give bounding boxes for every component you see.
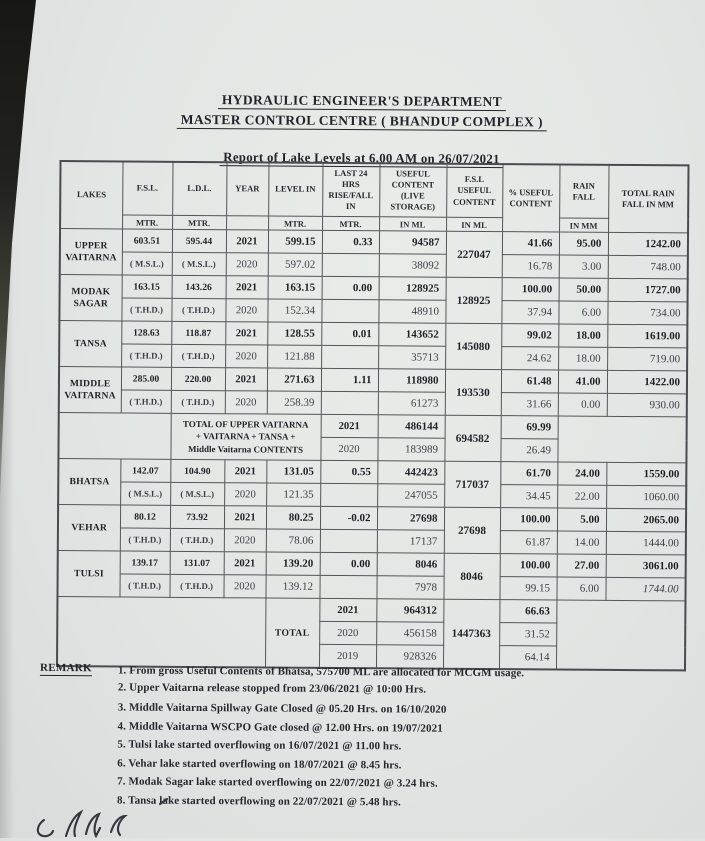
pct-useful-value: 61.48 xyxy=(501,370,558,393)
rainfall-value: 0.00 xyxy=(558,393,607,416)
fsl-useful-value: 193530 xyxy=(445,369,501,415)
useful-content-value: 143652 xyxy=(378,323,445,346)
rainfall-value: 3.00 xyxy=(559,255,608,278)
pct-useful-value: 99.15 xyxy=(499,577,556,600)
summary-label-line: + VAITARNA + TANSA + xyxy=(195,431,296,443)
level-value: 152.34 xyxy=(267,299,321,322)
unit-mtr: MTR. xyxy=(268,216,322,230)
pct-useful-value: 99.02 xyxy=(501,324,558,347)
remark-label: REMARK xyxy=(39,661,92,675)
rise-fall-value xyxy=(321,345,378,368)
fsl-unit: ( M.S.L.) xyxy=(120,482,170,505)
rise-fall-value: -0.02 xyxy=(320,506,377,529)
rise-fall-value: 0.33 xyxy=(322,230,379,253)
ldl-value: 104.90 xyxy=(170,459,224,482)
centre-title-text: MASTER CONTROL CENTRE ( BHANDUP COMPLEX ) xyxy=(177,112,547,132)
col-header-rainfall: RAIN FALL xyxy=(559,165,608,219)
rainfall-value: 50.00 xyxy=(559,278,608,301)
unit-in-ml: IN ML xyxy=(379,217,446,231)
total-rainfall-value: 1727.00 xyxy=(608,278,688,302)
year-value: 2021 xyxy=(224,460,266,483)
year-value: 2021 xyxy=(225,322,267,345)
ldl-unit: ( M.S.L.) xyxy=(170,482,224,505)
total-rainfall-value: 3061.00 xyxy=(606,554,686,578)
fsl-value: 163.15 xyxy=(122,275,172,298)
col-header-ldl: L.D.L. xyxy=(172,162,226,216)
col-header-last24: LAST 24 HRS RISE/FALL IN xyxy=(322,163,379,217)
useful-content-value: 7978 xyxy=(376,576,443,599)
year-value: 2020 xyxy=(225,345,267,368)
ldl-unit: ( T.H.D.) xyxy=(170,528,224,551)
ldl-value: 118.87 xyxy=(171,321,225,344)
useful-content-value: 964312 xyxy=(376,599,443,622)
rise-fall-value: 0.00 xyxy=(320,552,377,575)
rainfall-value: 14.00 xyxy=(557,531,606,554)
title-block xyxy=(62,90,663,168)
fsl-unit: ( T.H.D.) xyxy=(121,344,171,367)
remark-item: 6. Vehar lake started overflowing on 18/07/2021 @ 8.45 hrs. xyxy=(117,757,402,772)
ldl-unit: ( T.H.D.) xyxy=(169,574,223,597)
useful-content-value: 928326 xyxy=(376,645,443,669)
rise-fall-value: 0.55 xyxy=(320,460,377,483)
year-value: 2021 xyxy=(226,230,268,253)
pct-useful-value: 64.14 xyxy=(499,646,556,670)
year-value: 2021 xyxy=(319,598,376,621)
useful-content-value: 183989 xyxy=(377,438,444,461)
remark-item: 1. From gross Useful Contents of Bhatsa, 575700 ML are allocated for MCGM usage. xyxy=(117,664,525,680)
year-value: 2020 xyxy=(224,483,266,506)
useful-content-value: 8046 xyxy=(377,553,444,576)
fsl-value: 142.07 xyxy=(120,459,170,482)
summary-label xyxy=(170,413,320,460)
total-rainfall-value: 1242.00 xyxy=(608,232,688,256)
level-value: 128.55 xyxy=(267,322,321,345)
centre-title xyxy=(62,110,662,131)
blank-cell xyxy=(556,600,685,670)
rainfall-value: 6.00 xyxy=(556,577,605,600)
col-header-fsl: F.S.L. xyxy=(122,161,172,215)
remark-item: 3. Middle Vaitarna Spillway Gate Closed @ 05.20 Hrs. on 16/10/2020 xyxy=(117,701,447,716)
fsl-value: 285.00 xyxy=(121,367,171,390)
unit-in-ml: IN ML xyxy=(446,217,502,231)
useful-content-value: 456158 xyxy=(376,622,443,645)
blank-cell xyxy=(557,416,686,463)
rainfall-value: 22.00 xyxy=(557,485,606,508)
total-rainfall-value: 1422.00 xyxy=(607,370,687,394)
rainfall-value: 41.00 xyxy=(558,370,607,393)
unit-in-mm: IN MM xyxy=(559,218,608,232)
rise-fall-value xyxy=(322,253,379,276)
year-value: 2020 xyxy=(320,437,377,460)
col-header-year: YEAR xyxy=(226,162,268,216)
level-value: 599.15 xyxy=(268,230,322,253)
fsl-value: 603.51 xyxy=(122,229,172,252)
fsl-useful-value: 694582 xyxy=(444,415,500,461)
pct-useful-value: 24.62 xyxy=(501,347,558,370)
total-rainfall-value: 2065.00 xyxy=(606,508,686,532)
lake-levels-table-wrap xyxy=(56,160,690,671)
department-title-text: HYDRAULIC ENGINEER'S DEPARTMENT xyxy=(218,92,506,111)
level-value: 271.63 xyxy=(267,368,321,391)
rainfall-value: 5.00 xyxy=(557,508,606,531)
ldl-value: 143.26 xyxy=(172,275,226,298)
ldl-value: 220.00 xyxy=(171,367,225,390)
year-value: 2020 xyxy=(224,529,266,552)
useful-content-value: 35713 xyxy=(378,346,445,369)
level-value: 121.88 xyxy=(267,345,321,368)
remark-list xyxy=(117,662,680,813)
blank-cell xyxy=(57,597,265,668)
year-value: 2020 xyxy=(223,575,265,598)
total-rainfall-value: 748.00 xyxy=(608,255,688,279)
useful-content-value: 17137 xyxy=(377,530,444,553)
level-value: 139.12 xyxy=(265,575,319,598)
fsl-unit: ( T.H.D.) xyxy=(119,574,169,597)
year-value: 2021 xyxy=(226,276,268,299)
ldl-unit: ( T.H.D.) xyxy=(171,390,225,413)
total-rainfall-value: 1619.00 xyxy=(607,324,687,348)
ldl-value: 595.44 xyxy=(172,229,226,252)
fsl-unit: ( M.S.L.) xyxy=(122,252,172,275)
rise-fall-value xyxy=(321,391,378,414)
rise-fall-value xyxy=(320,529,377,552)
fsl-value: 80.12 xyxy=(120,505,170,528)
rainfall-value: 18.00 xyxy=(558,324,607,347)
useful-content-value: 118980 xyxy=(378,369,445,392)
level-value: 597.02 xyxy=(268,253,322,276)
pct-useful-value: 61.87 xyxy=(500,531,557,554)
useful-content-value: 247055 xyxy=(377,484,444,507)
unit-mtr: MTR. xyxy=(172,215,226,229)
year-value: 2021 xyxy=(224,506,266,529)
ldl-value: 73.92 xyxy=(170,505,224,528)
useful-content-value: 94587 xyxy=(379,231,446,254)
year-value: 2020 xyxy=(225,299,267,322)
useful-content-value: 48910 xyxy=(378,300,445,323)
fsl-useful-value: 1447363 xyxy=(443,599,499,669)
rise-fall-value xyxy=(319,575,376,598)
fsl-useful-value: 8046 xyxy=(443,553,499,599)
year-value: 2021 xyxy=(224,552,266,575)
col-header-fsl-useful: F.S.L USEFUL CONTENT xyxy=(446,164,502,218)
level-value: 139.20 xyxy=(266,552,320,575)
useful-content-value: 486144 xyxy=(378,415,445,438)
rise-fall-value: 0.00 xyxy=(322,276,379,299)
lake-name: VEHAR xyxy=(58,505,120,551)
ldl-unit: ( T.H.D.) xyxy=(171,298,225,321)
lake-name: MODAK SAGAR xyxy=(59,275,121,321)
year-value: 2021 xyxy=(321,414,378,437)
pct-useful-value: 31.52 xyxy=(499,623,556,646)
rainfall-value: 18.00 xyxy=(558,347,607,370)
total-label: TOTAL xyxy=(265,598,319,668)
pct-useful-value: 16.78 xyxy=(502,255,559,278)
pct-useful-value: 34.45 xyxy=(500,485,557,508)
lake-name: BHATSA xyxy=(58,459,120,505)
useful-content-value: 128925 xyxy=(379,277,446,300)
rainfall-value: 95.00 xyxy=(559,232,608,255)
year-value: 2020 xyxy=(225,391,267,414)
remark-item: 5. Tulsi lake started overflowing on 16/07/2021 @ 11.00 hrs. xyxy=(117,738,402,753)
pct-useful-value: 61.70 xyxy=(500,462,557,485)
rainfall-value: 24.00 xyxy=(557,462,606,485)
summary-label-line: TOTAL OF UPPER VAITARNA xyxy=(182,419,309,431)
col-header-pct-useful: % USEFUL CONTENT xyxy=(502,164,559,232)
level-value: 131.05 xyxy=(266,460,320,483)
total-rainfall-value: 1060.00 xyxy=(606,485,686,509)
lake-name: UPPER VAITARNA xyxy=(60,229,122,275)
rise-fall-value xyxy=(320,483,377,506)
lake-levels-table xyxy=(56,160,690,671)
pct-useful-value: 100.00 xyxy=(500,508,557,531)
total-rainfall-value: 1444.00 xyxy=(606,531,686,555)
total-rainfall-value: 734.00 xyxy=(607,301,687,325)
ldl-unit: ( M.S.L.) xyxy=(172,252,226,275)
col-header-level: LEVEL IN xyxy=(268,162,322,216)
rise-fall-value xyxy=(321,299,378,322)
fsl-useful-value: 27698 xyxy=(444,507,500,553)
fsl-useful-value: 128925 xyxy=(445,277,501,323)
pct-useful-value: 41.66 xyxy=(502,232,559,255)
useful-content-value: 38092 xyxy=(379,254,446,277)
handwritten-mark xyxy=(14,792,194,838)
pct-useful-value: 100.00 xyxy=(502,278,559,301)
remark-item: 7. Modak Sagar lake started overflowing on 22/07/2021 @ 3.24 hrs. xyxy=(117,775,438,791)
useful-content-value: 61273 xyxy=(378,392,445,415)
pct-useful-value: 69.99 xyxy=(501,416,558,439)
rainfall-value: 27.00 xyxy=(557,554,606,577)
lake-name: MIDDLE VAITARNA xyxy=(59,367,121,413)
total-row xyxy=(57,597,685,624)
level-value: 121.35 xyxy=(266,483,320,506)
fsl-useful-value: 717037 xyxy=(444,461,500,507)
useful-content-value: 27698 xyxy=(377,507,444,530)
remark-item: 4. Middle Vaitarna WSCPO Gate closed @ 12.00 Hrs. on 19/07/2021 xyxy=(117,720,443,735)
unit-blank xyxy=(226,216,268,230)
fsl-unit: ( T.H.D.) xyxy=(120,528,170,551)
year-value: 2019 xyxy=(319,644,376,668)
fsl-unit: ( T.H.D.) xyxy=(121,298,171,321)
unit-mtr: MTR. xyxy=(322,216,379,230)
year-value: 2020 xyxy=(319,621,376,644)
blank-cell xyxy=(58,413,170,460)
level-value: 163.15 xyxy=(268,276,322,299)
level-value: 80.25 xyxy=(266,506,320,529)
col-header-lakes: LAKES xyxy=(60,161,122,229)
pct-useful-value: 26.49 xyxy=(500,439,557,462)
ldl-unit: ( T.H.D.) xyxy=(171,344,225,367)
fsl-value: 139.17 xyxy=(120,551,170,574)
unit-mtr: MTR. xyxy=(122,215,172,229)
summary-row xyxy=(59,413,687,440)
useful-content-value: 442423 xyxy=(377,461,444,484)
lake-name: TULSI xyxy=(57,551,119,597)
ldl-value: 131.07 xyxy=(170,551,224,574)
level-value: 78.06 xyxy=(266,529,320,552)
remark-item: 2. Upper Vaitarna release stopped from 23/06/2021 @ 10:00 Hrs. xyxy=(117,680,427,696)
report-subtitle-text: Report of Lake Levels at 6.00 AM on 26/07/2021 xyxy=(219,150,504,168)
department-title xyxy=(62,90,662,111)
pct-useful-value: 31.66 xyxy=(501,393,558,416)
fsl-useful-value: 227047 xyxy=(446,231,502,277)
pct-useful-value: 66.63 xyxy=(499,600,556,623)
pct-useful-value: 100.00 xyxy=(500,554,557,577)
total-rainfall-value: 1559.00 xyxy=(606,462,686,486)
rise-fall-value: 1.11 xyxy=(321,368,378,391)
rainfall-value: 6.00 xyxy=(558,301,607,324)
rise-fall-value: 0.01 xyxy=(321,322,378,345)
summary-label-line: Middle Vaitarna CONTENTS xyxy=(187,443,304,455)
col-header-total-rainfall: TOTAL RAIN FALL IN MM xyxy=(608,165,688,233)
year-value: 2020 xyxy=(226,253,268,276)
fsl-useful-value: 145080 xyxy=(445,323,501,369)
total-rainfall-value: 1744.00 xyxy=(605,577,685,601)
table-header-row xyxy=(60,161,688,219)
fsl-value: 128.63 xyxy=(121,321,171,344)
level-value: 258.39 xyxy=(267,391,321,414)
total-rainfall-value: 719.00 xyxy=(607,347,687,371)
lake-name: TANSA xyxy=(59,321,121,367)
col-header-useful-content: USEFUL CONTENT (LIVE STORAGE) xyxy=(379,163,446,217)
pct-useful-value: 37.94 xyxy=(501,301,558,324)
year-value: 2021 xyxy=(225,368,267,391)
remark-item: 8. Tansa lake started overflowing on 22/07/2021 @ 5.48 hrs. xyxy=(117,794,401,809)
total-rainfall-value: 930.00 xyxy=(607,393,687,417)
fsl-unit: ( T.H.D.) xyxy=(121,390,171,413)
